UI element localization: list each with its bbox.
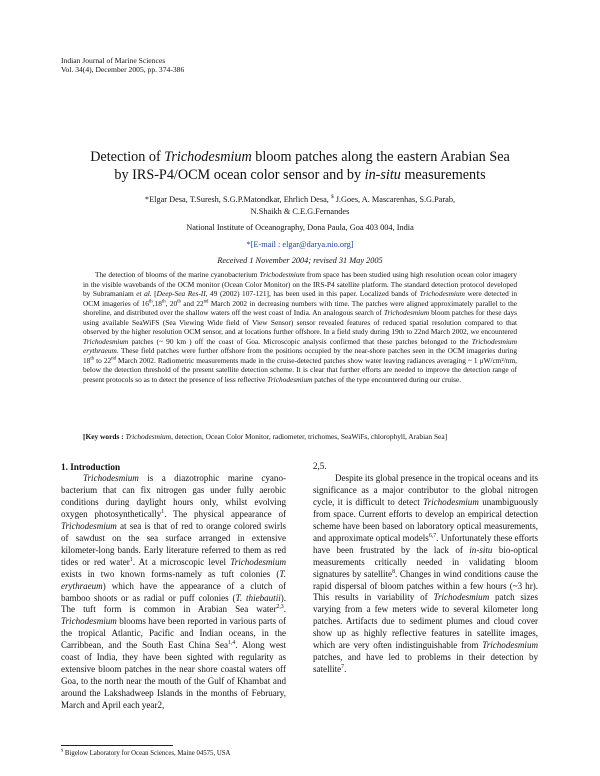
italic-term: Trichodesmium <box>83 473 139 483</box>
paragraph-continued <box>313 461 538 473</box>
body-text: unambiguously from space. Current efforts to develop an empirical detection scheme have been based on laboratory optical measurements, and approximate optical models <box>313 496 538 543</box>
body-text: 2, <box>157 700 165 711</box>
body-text: blooms have been reported in various parts of the tropical Atlantic, Pacific and Indian oceans, in the Carribbean, and the South East China Sea <box>61 616 286 651</box>
italic-term: Trichodesmium <box>230 556 286 567</box>
italic-term: Trichodesmium <box>423 496 479 507</box>
footnote-text: Bigelow Laboratory for Ocean Sciences, Maine 04575, USA <box>63 750 231 757</box>
reference-sup: 1,4 <box>228 640 236 647</box>
paragraph <box>313 473 538 676</box>
abstract-text: were detected in OCM imageries of 16 <box>83 289 518 308</box>
reference-sup: 8 <box>392 568 396 575</box>
abstract-text: bloom patches for these days using available SeaWiFS (Sea Viewing Wide field of View Sensor) sensor revealed features of reduced spatial resolution compared to that observed by the higher resolution OCM sensor, and at locations further offshore. In a field study during 19th to 22nd March 2002, we encountered <box>83 308 517 337</box>
italic-term: in-situ <box>469 544 493 555</box>
abstract-italic: Deep-Sea Res-II <box>156 289 206 299</box>
abstract-italic: Trichodesmium erythraeum <box>83 336 517 356</box>
abstract-italic: Trichodesmium <box>259 270 305 279</box>
abstract-text: to 22 <box>94 355 112 365</box>
italic-term: T. thiebautii <box>235 592 281 603</box>
reference-sup: 7 <box>341 664 345 671</box>
abstract-italic: Trichodesmium <box>83 336 129 346</box>
authors-line: *Elgar Desa, T.Suresh, S.G.P.Matondkar, Ehrlich Desa, <box>144 195 331 204</box>
abstract-text: . These field patches were further offshore from the positions occupied by the near-shore patches seen in the OCM imageries during 18 <box>83 346 517 365</box>
abstract-italic: Trichodesmium <box>383 308 430 318</box>
abstract-sup: th <box>148 299 153 305</box>
footnote-mark: $ <box>61 747 64 753</box>
body-text: ) which have the appearance of a clutch of bamboo shoots or as radial or puff colonies ( <box>61 580 286 603</box>
body-text: ). The tuft form is common in Arabian Sea water <box>61 592 287 615</box>
keywords-label: [Key words : <box>83 432 124 441</box>
title-text: Detection of <box>90 149 165 165</box>
author-list <box>70 194 530 217</box>
body-text: bio-optical measurements critically needed in validating bloom signatures by satellite <box>313 544 539 579</box>
abstract-sup: th <box>161 299 166 305</box>
abstract-italic: Trichodesmium <box>419 289 465 299</box>
column-left <box>61 461 286 712</box>
column-right <box>313 461 538 676</box>
italic-term: Trichodesmium <box>433 592 490 603</box>
title-text: by IRS-P4/OCM ocean color sensor and by <box>114 167 365 183</box>
keywords-list: , detection, Ocean Color Monitor, radiometer, trichomes, SeaWiFs, chlorophyll, Arabian Sea] <box>171 432 448 441</box>
body-text: patches, and have led to problems in their detection by satellite <box>313 652 538 675</box>
abstract-text: [ <box>151 289 157 299</box>
body-text: is a diazotrophic marine cyano-bacterium that can fix nitrogen gas under fully aerobic conditions during daylight hours only, whilst evolving oxygen photosynthetically <box>61 473 286 519</box>
abstract-sup: nd <box>203 299 209 305</box>
body-text: 2,5 <box>313 461 325 471</box>
body-text: patch sizes varying from a few meters wide to several kilometer long patches. Artifacts due to sediment plumes and cloud cover show up as highly reflective features in satellite images, which are very often indistinguishable from <box>313 592 538 651</box>
keywords <box>83 432 517 442</box>
abstract-text: , 20 <box>165 298 178 308</box>
body-text: . At a microscopic level <box>132 556 231 567</box>
abstract-text: and 22 <box>180 298 204 308</box>
title-text: bloom patches along the eastern Arabian Sea <box>251 149 510 165</box>
abstract-text: , 49 (2002) 107-121], has been used in this paper. Localized bands of <box>205 289 420 299</box>
paragraph <box>61 473 286 712</box>
abstract-sup: th <box>90 356 95 362</box>
authors-line: J.Goes, A. Mascarenhas, S.G.Parab, <box>333 195 456 204</box>
reference-sup: 2,3 <box>276 604 284 611</box>
body-text: Despite its global presence in the tropical oceans and its significance as a major contributor to the global nitrogen cycle, it is difficult to detect <box>313 472 538 507</box>
abstract-italic: et al. <box>136 289 152 299</box>
italic-term: Trichodesmium <box>61 616 117 627</box>
abstract-sup: th <box>177 299 181 305</box>
author-footnote-mark: $ <box>330 194 334 201</box>
abstract-text: from space has been studied using high resolution ocean color imagery in the visible wavebands of the OCM monitor (Ocean Color Monitor) on the IRS-P4 satellite platform. The standard detection protocol developed by Subramaniam <box>83 270 517 299</box>
abstract-text: patches (~ 90 km ) off the coast of Goa. Microscopic analysis confirmed that these patches belonged to the <box>128 336 472 346</box>
footnote-rule <box>61 745 173 746</box>
abstract <box>83 270 517 385</box>
paper-title <box>50 148 550 184</box>
body-text: . The physical appearance of <box>164 508 286 519</box>
received-dates: Received 1 November 2004; revised 31 May 2005 <box>217 256 383 265</box>
body-text: exists in two known forms-namely as tuft colonies ( <box>61 568 280 579</box>
body-text: . Unfortunately these efforts have been frustrated by the lack of <box>313 532 539 555</box>
keyword-italic: Trichodesmium <box>123 432 172 441</box>
section-heading: 1. Introduction <box>61 462 121 472</box>
journal-name: Indian Journal of Marine Sciences <box>61 56 166 65</box>
journal-issue: Vol. 34(4), December 2005, pp. 374-386 <box>61 65 185 75</box>
italic-term: Trichodesmium <box>61 520 117 531</box>
abstract-text: patches of the type encountered during our cruise. <box>312 375 462 385</box>
body-text: . <box>283 604 286 615</box>
abstract-text: The detection of blooms of the marine cyanobacterium <box>95 270 260 279</box>
title-text: measurements <box>400 167 486 183</box>
footnote <box>61 747 231 759</box>
body-text: at sea is that of red to orange colored swirls of sawdust on the sea surface arranged in extensive kilometer-long bands. Early literature referred to them as red tides or red water <box>61 520 286 567</box>
reference-sup: 1 <box>161 508 165 515</box>
journal-header <box>61 56 184 74</box>
italic-term: Trichodesmium <box>482 640 538 651</box>
abstract-sup: nd <box>111 356 116 362</box>
title-insitu: in-situ <box>364 167 401 183</box>
title-genus: Trichodesmium <box>164 149 252 165</box>
reference-sup: 1 <box>129 556 133 563</box>
italic-term: T. erythraeum <box>61 568 286 591</box>
abstract-text: March 2002. Radiometric measurements made in the cruise-detected patches show water leaving radiances averaging ~ 1 μW/cm²/nm, below the detection threshold of the present satellite detection scheme. It is clear that further efforts are needed to improve the detection range of present protocols so as to detect the presence of less reflective <box>83 355 518 385</box>
reference-sup: 6,7 <box>428 532 437 539</box>
body-text: . <box>324 461 327 471</box>
affiliation: National Institute of Oceanography, Dona Paula, Goa 403 004, India <box>186 223 414 232</box>
body-text: . Changes in wind conditions cause the rapid dispersal of bloom patches within a few hours (~3 hr). This results in variability of <box>313 568 538 603</box>
abstract-text: ,18 <box>152 298 162 308</box>
body-text: . <box>344 664 347 675</box>
email-link[interactable]: *[E-mail : elgar@darya.nio.org] <box>246 240 354 249</box>
body-text: . Along west coast of India, they have been sighted with regularity as extensive bloom patches in the near shore coastal waters off Goa, to the north near the mouth of the Gulf of Khambat and around the Lakshadweep Islands in the months of February, March and April each year <box>61 640 286 711</box>
authors-line: N.Shaikh & C.E.G.Fernandes <box>250 206 350 216</box>
abstract-text: March 2002 in decreasing numbers with time. The patches were aligned approximately parallel to the shoreline, and distributed over the shallow waters off the west coast of India. An analogous search of <box>83 298 518 318</box>
abstract-italic: Trichodesmium <box>267 375 313 385</box>
